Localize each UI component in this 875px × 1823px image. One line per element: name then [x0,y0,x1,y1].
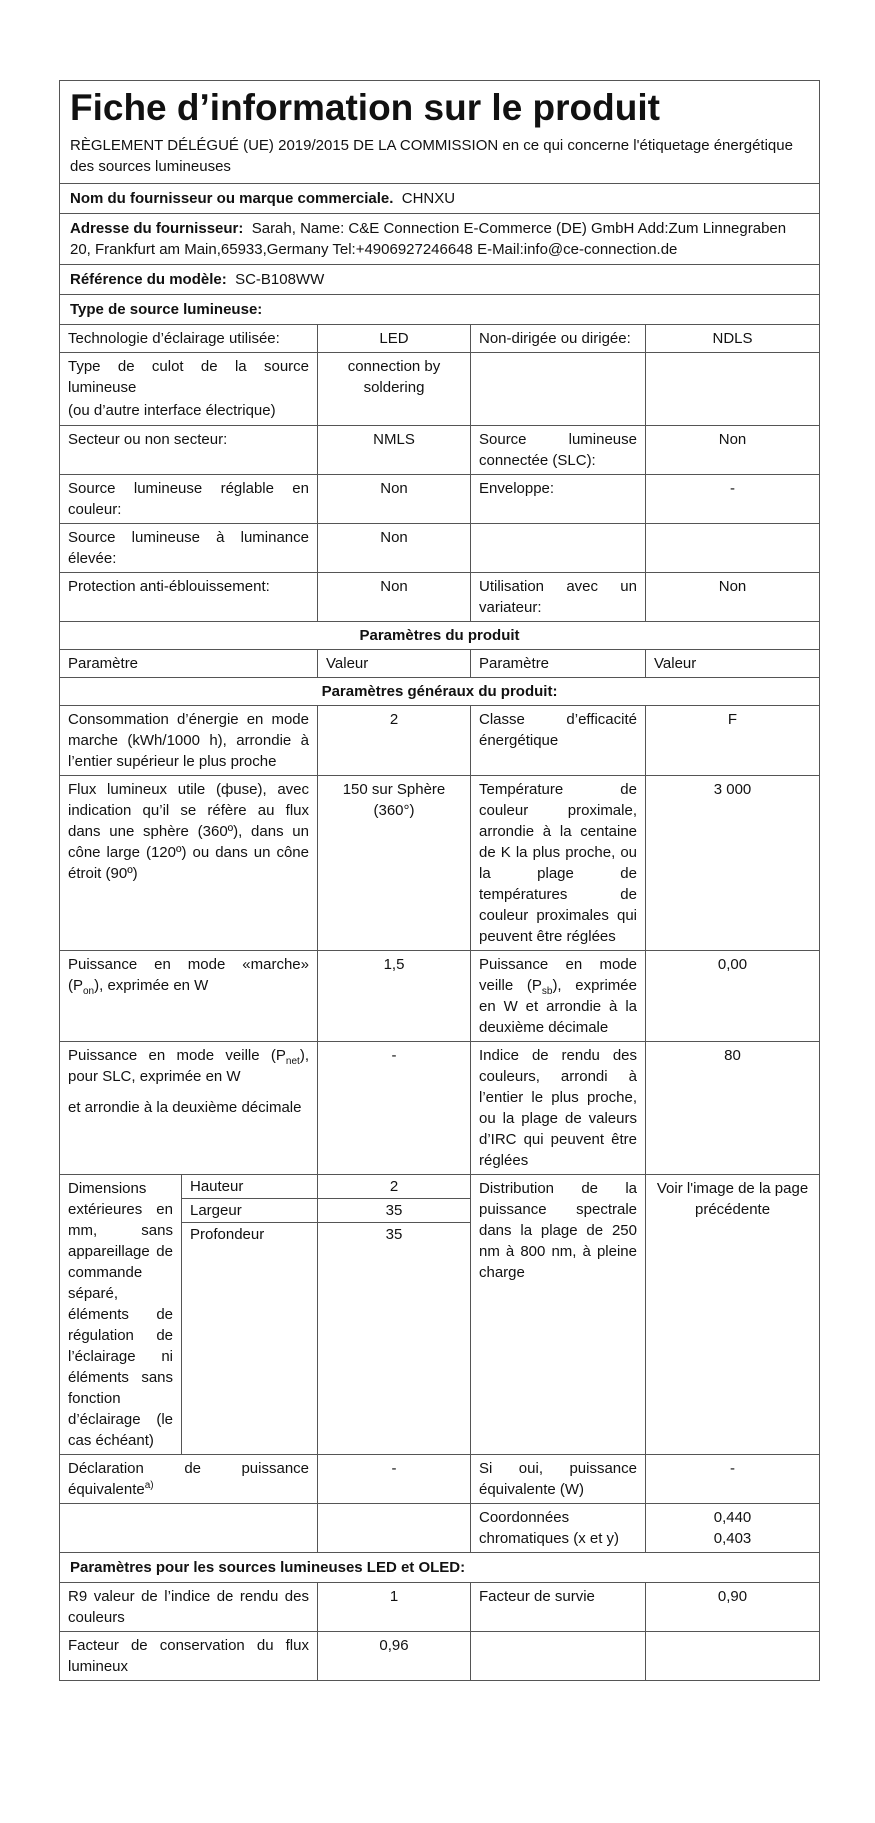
height-value: 2 [318,1175,470,1199]
networked-standby-label: Puissance en mode veille $(P_{net})$, pour SLC, exprimée en W et arrondie à la deuxième décimale [60,1042,318,1175]
on-mode-power-value: 1,5 [318,951,471,1042]
supplier-address-value: Sarah, Name: C&E Connection E-Commerce (DE) GmbH Add:Zum Linnegraben 20, Frankfurt am Main,65933,Germany Tel:+4906927246648 E-Mail:info@ce-connection.de [70,220,787,258]
led-parameters-heading: Paramètres pour les sources lumineuses LED et OLED: [60,1553,820,1583]
energy-class-value: F [646,706,820,776]
colour-temperature-label: Température de couleur proximale, arrondie à la centaine de K la plus proche, ou la plage de températures de couleur proximales qui peuvent être réglées [471,776,646,951]
page-title: Fiche d’information sur le produit [70,87,660,128]
regulation-subtitle: RÈGLEMENT DÉLÉGUÉ (UE) 2019/2015 DE LA COMMISSION en ce qui concerne l'étiquetage énergétique des sources lumineuses [70,137,793,175]
standby-power-label: Puissance en mode veille $(P_{sb})$, exprimée en W et arrondie à la deuxième décimale [471,951,646,1042]
connected-value: Non [646,426,820,475]
chromaticity-y: 0,403 [713,1530,752,1547]
general-parameters-heading: Paramètres généraux du produit: [60,678,820,706]
r9-label: R9 valeur de l’indice de rendu des couleurs [60,1583,318,1632]
on-mode-power-label: Puissance en mode «marche» $(P_{on})$, exprimée en W [60,951,318,1042]
survival-factor-label: Facteur de survie [471,1583,646,1632]
lumen-maintenance-label: Facteur de conservation du flux lumineux [60,1632,318,1681]
product-information-sheet [59,80,819,1681]
title-cell [60,81,820,184]
envelope-label: Enveloppe: [471,475,646,524]
chromaticity-label: Coordonnées chromatiques (x et y) [471,1504,646,1553]
survival-factor-value: 0,90 [646,1583,820,1632]
cap-type-label-extra: (ou d’autre interface électrique) [68,402,276,419]
colour-rendering-label: Indice de rendu des couleurs, arrondi à l’entier le plus proche, ou la plage de valeurs d’IRC qui peuvent être réglées [471,1042,646,1175]
r9-value: 1 [318,1583,471,1632]
lumen-maintenance-value: 0,96 [318,1632,471,1681]
column-header-value: Valeur [318,650,471,678]
connected-label: Source lumineuse connectée (SLC): [471,426,646,475]
directional-label: Non-dirigée ou dirigée: [471,325,646,353]
networked-standby-value: - [318,1042,471,1175]
table-row [60,1583,820,1632]
luminous-flux-value: 150 sur Sphère (360°) [318,776,471,951]
width-label: Largeur [190,1202,242,1219]
supplier-name-row [60,184,820,214]
mains-label: Secteur ou non secteur: [60,426,318,475]
product-parameters-heading: Paramètres du produit [60,622,820,650]
cap-type-label: Type de culot de la source lumineuse [68,358,309,396]
equivalent-power-label: Déclaration de puissance équivalente$^{a)}$ [60,1455,318,1504]
table-row [60,475,820,524]
chromaticity-value [646,1504,820,1553]
standby-power-value: 0,00 [646,951,820,1042]
table-row [60,1455,820,1504]
anti-glare-label: Protection anti-éblouissement: [60,573,318,622]
depth-label: Profondeur [190,1226,265,1243]
high-luminance-label: Source lumineuse à luminance élevée: [60,524,318,573]
supplier-address-label: Adresse du fournisseur: [70,220,244,237]
supplier-name-value: CHNXU [401,190,456,207]
table-row [60,776,820,951]
technology-label: Technologie d’éclairage utilisée: [60,325,318,353]
table-row [60,706,820,776]
colour-tunable-label: Source lumineuse réglable en couleur: [60,475,318,524]
dimmer-value: Non [646,573,820,622]
directional-value: NDLS [646,325,820,353]
anti-glare-value: Non [318,573,471,622]
dimmer-label: Utilisation avec un variateur: [471,573,646,622]
table-row [60,325,820,353]
envelope-value: - [646,475,820,524]
table-row [60,1042,820,1175]
light-source-type-row [60,295,820,325]
table-row [60,951,820,1042]
chromaticity-x: 0,440 [713,1509,752,1526]
model-reference-value: SC-B108WW [235,271,325,288]
dimensions-sublabels [182,1175,317,1454]
height-label: Hauteur [190,1178,244,1195]
table-row [60,353,820,426]
spectral-distribution-value: Voir l'image de la page précédente [646,1175,820,1455]
energy-consumption-value: 2 [318,706,471,776]
energy-class-label: Classe d’efficacité énergétique [471,706,646,776]
width-value: 35 [318,1199,470,1223]
equivalent-power-value: - [318,1455,471,1504]
light-source-type-label: Type de source lumineuse: [60,295,820,325]
table-row [60,1632,820,1681]
title-row [60,81,820,184]
equivalent-watts-label: Si oui, puissance équivalente (W) [471,1455,646,1504]
dimensions-row [60,1175,820,1455]
cap-type-value: connection by soldering [318,353,471,426]
equivalent-watts-value: - [646,1455,820,1504]
energy-consumption-label: Consommation d’énergie en mode marche (kWh/1000 h), arrondie à l’entier supérieur le plus proche [60,706,318,776]
supplier-name-label: Nom du fournisseur ou marque commerciale. [70,190,394,207]
colour-rendering-value: 80 [646,1042,820,1175]
model-reference-label: Référence du modèle: [70,271,227,288]
colour-temperature-value: 3 000 [646,776,820,951]
section-row [60,678,820,706]
supplier-address-row [60,214,820,265]
mains-value: NMLS [318,426,471,475]
table-row [60,426,820,475]
product-info-table [59,80,820,1681]
section-row [60,622,820,650]
dimensions-label: Dimensions extérieures en mm, sans appareillage de commande séparé, éléments de régulation de l’éclairage ni éléments sans fonction d’éclairage (le cas échéant) [68,1175,182,1454]
luminous-flux-label: Flux lumineux utile (фuse), avec indication qu’il se réfère au flux dans une sphère (360º), dans un cône large (120º) ou dans un cône étroit (90º) [60,776,318,951]
column-header-row [60,650,820,678]
column-header-parameter: Paramètre [60,650,318,678]
table-row [60,573,820,622]
table-row [60,1504,820,1553]
spectral-distribution-label: Distribution de la puissance spectrale dans la plage de 250 nm à 800 nm, à pleine charge [471,1175,646,1455]
high-luminance-value: Non [318,524,471,573]
technology-value: LED [318,325,471,353]
table-row [60,524,820,573]
led-section-row [60,1553,820,1583]
model-reference-row [60,265,820,295]
depth-value: 35 [385,1226,403,1243]
column-header-value-2: Valeur [646,650,820,678]
colour-tunable-value: Non [318,475,471,524]
column-header-parameter-2: Paramètre [471,650,646,678]
